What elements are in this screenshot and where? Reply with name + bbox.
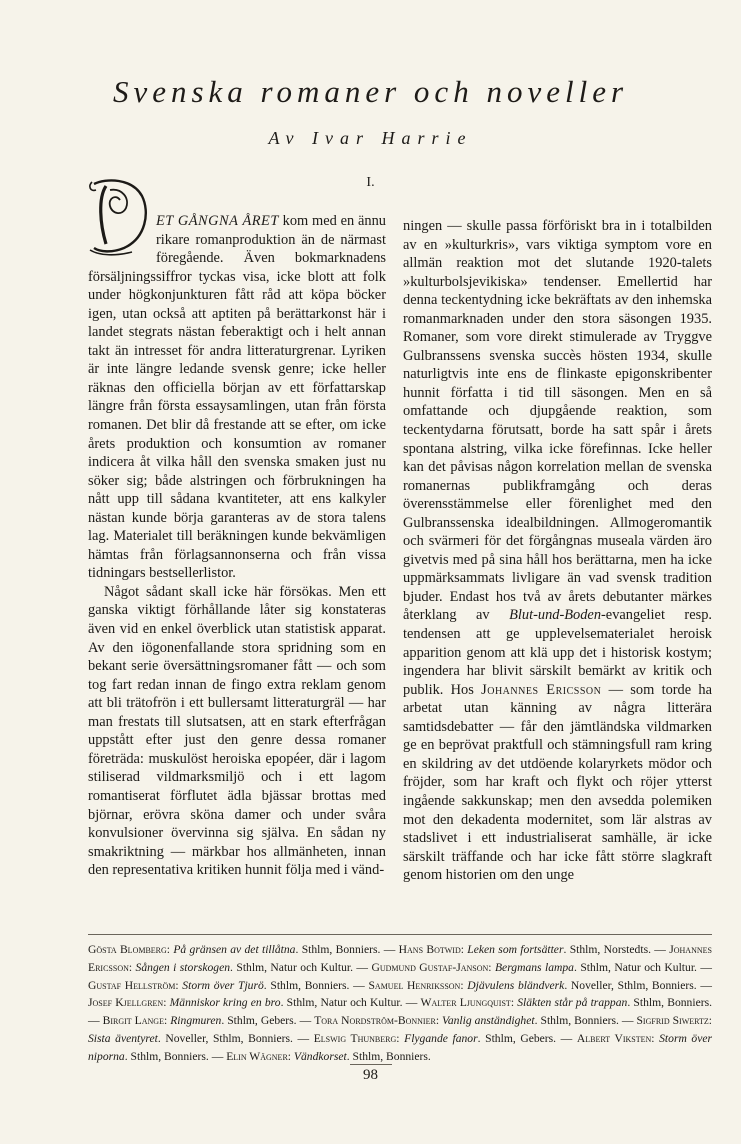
page-number-rule xyxy=(350,1064,392,1065)
footnote-publisher: Sthlm, Bonniers. xyxy=(349,1049,431,1063)
footnote-author: Gudmund Gustaf-Janson xyxy=(371,960,489,974)
footnote-author: Elin Wägner xyxy=(226,1049,288,1063)
paragraph-1 xyxy=(88,212,386,583)
article-title: Svenska romaner och noveller xyxy=(112,74,629,109)
footnote-author: Gösta Blomberg xyxy=(88,943,167,956)
section-number: I. xyxy=(366,175,375,190)
footnote-title: Människor kring en bro xyxy=(169,996,281,1010)
footnote-title: Storm över niporna xyxy=(88,1031,713,1063)
footnote-title: Storm över Tjurö xyxy=(182,978,264,992)
footnote-publisher: Sthlm, Bonniers. xyxy=(127,1049,209,1063)
footnote-title: Djävulens bländverk xyxy=(467,978,565,992)
footnote-publisher: Sthlm, Bonniers. xyxy=(266,978,350,992)
footnote-publisher: Sthlm, Natur och Kultur. xyxy=(283,996,403,1010)
footnote-publisher: Noveller, Sthlm, Bonniers. xyxy=(567,978,697,992)
footnote-title: Vändkorset xyxy=(293,1049,347,1063)
page-number: 98 xyxy=(363,1067,378,1083)
footnote-publisher: Sthlm, Natur och Kultur. xyxy=(232,960,353,974)
footnote-publisher: Noveller, Sthlm, Bonniers. xyxy=(160,1031,293,1045)
footnote-publisher: Sthlm, Gebers. xyxy=(480,1031,557,1045)
footnote-title: Flygande fanor xyxy=(404,1031,478,1045)
footnote-publisher: Sthlm, Natur och Kultur. xyxy=(576,960,697,974)
article-byline: Av Ivar Harrie xyxy=(268,128,473,148)
footnote-author: Walter Ljungquist xyxy=(420,996,511,1010)
ornate-d-icon xyxy=(86,172,150,258)
footnote-publisher: Sthlm, Norstedts. xyxy=(566,943,651,956)
footnote-author: Sigfrid Siwertz xyxy=(636,1014,709,1028)
footnote-author: Birgit Lange xyxy=(102,1014,164,1028)
drop-cap-ornament xyxy=(86,172,150,258)
paragraph-3-text-b: -evangeliet resp. tendensen att ge upplevelsematerialet heroisk apparition genom att klä upp det i historisk kostym; ingendera har blivit särskilt bemärkt av kritik och publik. Hos xyxy=(403,607,712,698)
lead-caps: ET GÅNGNA ÅRET xyxy=(156,213,279,229)
footnote-author: Tora Nordström-Bonnier xyxy=(314,1014,436,1028)
footnote-author: Samuel Henriksson xyxy=(368,978,461,992)
author-name-ericsson: Johannes Ericsson xyxy=(481,681,602,698)
footnote-divider xyxy=(88,934,712,935)
paragraph-2: Något sådant skall icke här försökas. Men ett ganska viktigt förhållande låter sig konstateras även vid en enkel överblick utan statistisk apparat. Av den iögonenfallande stora spridning som en bekant serie översättningsromaner fått — och som tog fart redan innan de fingo extra reklam genom att bli trätofrön i ett bullersamt litteraturgräl — har man frestats till slutsatsen, att en stark efterfrågan uppstått efter just den genre dessa romaner företräda: muskulöst heroiska epopéer, där i lagom stiliserad vildmarksmiljö och i ett lagom romantiserat förflutet ädla bjässar brottas med björnar, erövra sköna damer och under svåra konvulsioner övervinna sig själva. En sådan ny smakriktning — märkbar hos allmänheten, innan den representativa kritiken hunnit följa med i vänd- xyxy=(88,583,386,879)
footnote-author: Elswig Thunberg xyxy=(313,1031,397,1045)
footnote-title: Släkten står på trappan xyxy=(517,996,628,1010)
footnote-publisher: Sthlm, Gebers. xyxy=(224,1014,297,1028)
footnote-author: Albert Viksten xyxy=(576,1031,652,1045)
paragraph-3-text-a: ningen — skulle passa förföriskt bra in i totalbilden av en »kulturkris», vars viktiga symptom vore en allmän reaktion mot det slutande 1920-talets »kulturbolsjevikiska» tendenser. Emellertid har denna teckentydning icke bekräftats av den inhemska romanmarknaden under den stora säsongen 1935. Romaner, som vore direkt stimulerade av Tryggve Gulbranssens svenska succès hösten 1934, skulle naturligtvis inte ens de flinkaste epigonskribenter hunnit författa i tid till säsongen. Men en så omfattande och djupgående reaktion, som teckentydarna förutsatt, borde ha satt spår i årets spontana alstring, vilka icke förefinnas. Icke heller kan det påvisas någon korrelation mellan de svenska romanernas publikframgång och deras överensstämmelse eller förenlighet med den Gulbranssenska idealbildningen. Allmogeromantik och svärmeri för det förgångnas museala värden äro givetvis med på sina håll hos berättarna, men ha icke uppmärksammats livligare än vad svensk tradition bjuder. Endast hos två av årets debutanter märkes återklang av xyxy=(403,218,712,624)
footnote-bibliography: Gösta Blomberg: På gränsen av det tillåtna. Sthlm, Bonniers. — Hans Botwid: Leken som fortsätter. Sthlm, Norstedts. — Johannes Ericsson: Sången i storskogen. Sthlm, Natur och Kultur. — Gudmund Gustaf-Janson: Bergmans lampa. Sthlm, Natur och Kultur. — Gustaf Hellström: Storm över Tjurö. Sthlm, Bonniers. — Samuel Henriksson: Djävulens bländverk. Noveller, Sthlm, Bonniers. — Josef Kjellgren: Människor kring en bro. Sthlm, Natur och Kultur. — Walter Ljungquist: Släkten står på trappan. Sthlm, Bonniers. — Birgit Lange: Ringmuren. Sthlm, Gebers. — Tora Nordström-Bonnier: Vanlig anständighet. Sthlm, Bonniers. — Sigfrid Siwertz: Sista äventyret. Noveller, Sthlm, Bonniers. — Elswig Thunberg: Flygande fanor. Sthlm, Gebers. — Albert Viksten: Storm över niporna. Sthlm, Bonniers. — Elin Wägner: Vändkorset. Sthlm, Bonniers. xyxy=(88,943,713,1063)
right-column xyxy=(403,217,712,885)
paragraph-3 xyxy=(403,217,712,885)
paragraph-1-text: kom med en ännu rikare romanproduktion än de närmast föregående. Även bokmarknadens försäljningssiffror tyckas visa, icke blott att folk under högkonjunkturen fått råd att köpa böcker igen, utan också att aptiten på berättarkonst här i landet stegrats nästan feberaktigt och i helt annan takt än intresset för andra litteraturgrenar. Lyriken är inte längre ledande svensk genre; icke heller räknas den officiella början av ett författarskap längre från första essaysamlingen, utan från första romanen. Det blir då frestande att se efter, om icke årets produktion och konsumtion av romaner indicera åt vilka håll den svenska smaken just nu söker sig; både alstringen och förbrukningen ha nått upp till sådana kvantiteter, att ens kalkyler nästan kunde börja garanteras av de stora talens lag. Materialet till beräkningen kunde bekvämligen hämtas från förlagsannonserna och från vissa tidningars bestsellerlistor. xyxy=(88,213,387,582)
footnote-author: Johannes Ericsson xyxy=(88,943,712,974)
footnote-author: Josef Kjellgren xyxy=(88,996,164,1010)
footnote-title: På gränsen av det tillåtna xyxy=(173,943,296,956)
footnote-title: Sista äventyret xyxy=(88,1031,158,1045)
footnote-title: Sången i storskogen xyxy=(135,960,231,974)
footnote-title: Bergmans lampa xyxy=(494,960,574,974)
footnote-publisher: Sthlm, Bonniers. xyxy=(630,996,712,1010)
footnote-title: Ringmuren xyxy=(170,1014,222,1028)
footnote-title: Vanlig anständighet xyxy=(442,1014,535,1028)
left-column xyxy=(88,212,386,880)
footnote-author: Gustaf Hellström xyxy=(88,978,176,992)
footnote-publisher: Sthlm, Bonniers. xyxy=(537,1014,619,1028)
paragraph-3-text-c: — som torde ha arbetat utan känning av några litterära samtidsdebatter — får den jämtländska vildmarken ge en beprövat praktfull och stämningsfull ram kring en skildring av det utdöende kolaryrkets mödor och fröjder, som har kraft och flykt och röjer ytterst ingående sakkunskap; men den avsedda polemiken mot den dekadenta modernitet, som lär alstras av stadslivet i ett industrialiserat samhälle, är icke särskilt träffande och har icke fått större slagkraft genom historien om den unge xyxy=(403,681,713,884)
italic-blut-und-boden: Blut-und-Boden xyxy=(509,607,602,624)
footnote-author: Hans Botwid xyxy=(398,943,461,956)
footnote-publisher: Sthlm, Bonniers. xyxy=(298,943,381,956)
footnote-title: Leken som fortsätter xyxy=(467,943,564,956)
